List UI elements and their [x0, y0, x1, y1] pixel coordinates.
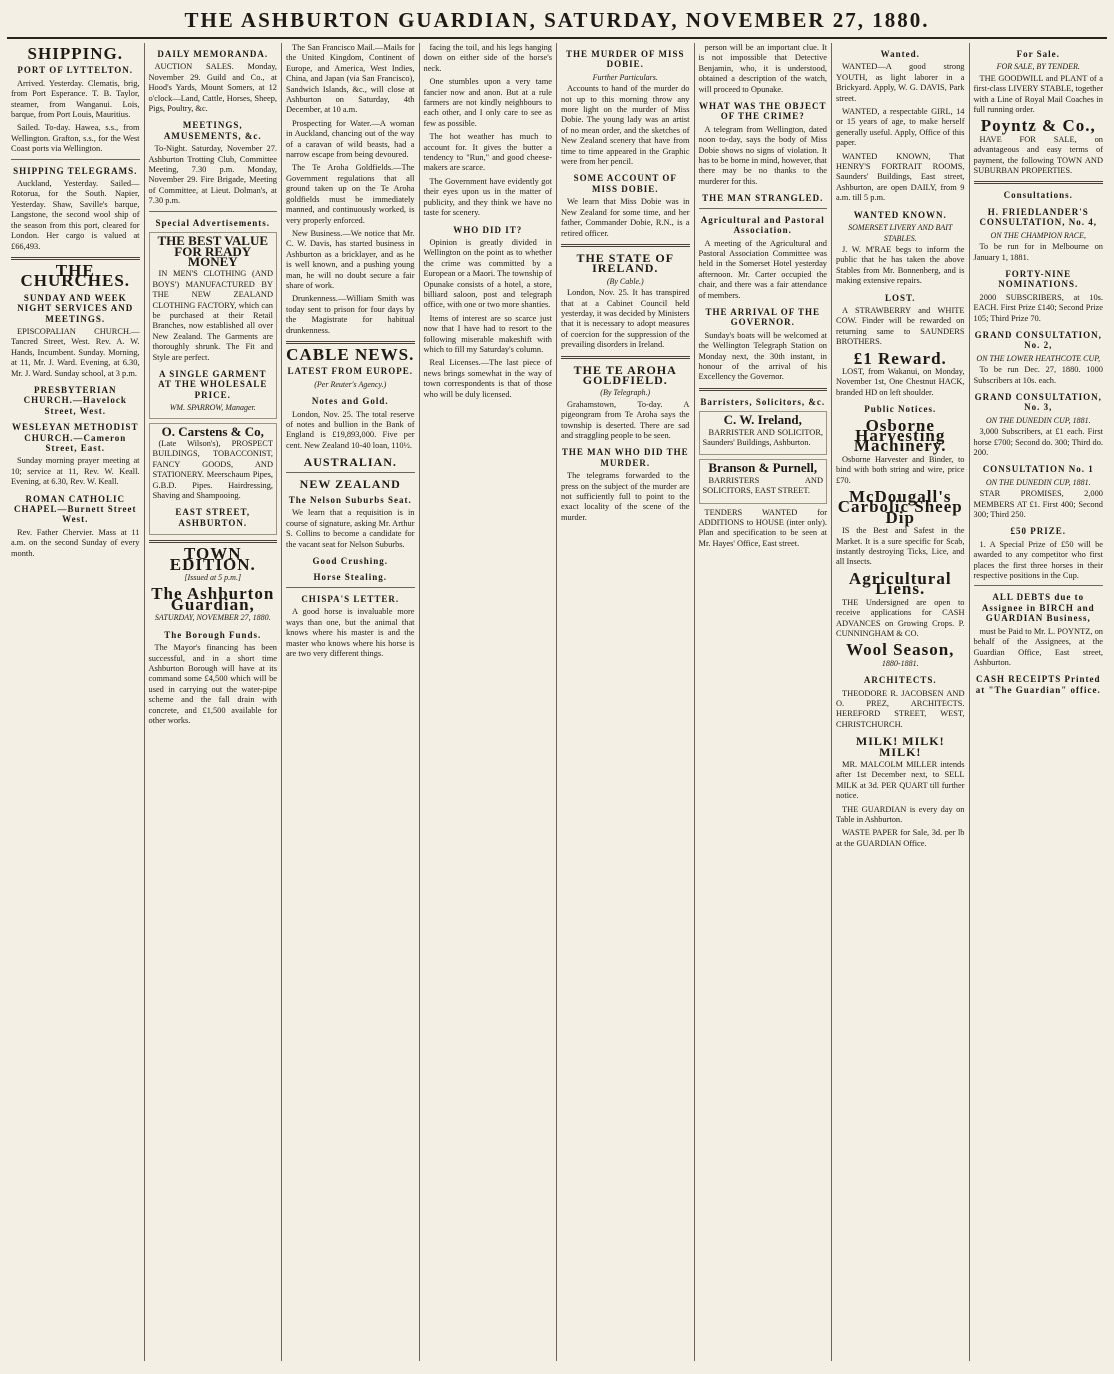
heading-friedlander: H. FRIEDLANDER'S CONSULTATION, No. 4,: [979, 206, 1098, 228]
column-3: [282, 43, 420, 1361]
paragraph: The telegrams forwarded to the press on the subject of the murder are not sufficiently full to point to the exact locality of the scene of the murder.: [561, 471, 690, 522]
heading-notes-gold: Notes and Gold.: [311, 396, 389, 407]
paragraph: must be Paid to Mr. L. POYNTZ, on behalf of the Assignees, at the Guardian Office, East street, Ashburton.: [973, 626, 1103, 667]
heading-wesleyan: WESLEYAN METHODIST CHURCH.—Cameron Street, East.: [12, 422, 139, 453]
paragraph: To-Night. Saturday, November 27. Ashburton Trotting Club, Committee Meeting, 7.30 p.m. Monday, November 29. Fire Brigade, Meeting of Committee, at Lieut. Dolman's, at 7.30 p.m.: [148, 144, 277, 206]
paragraph: The Mayor's financing has been successful, and in a short time Ashburton Borough will have at its command some £4,500 which will be used in carrying out the water-pipe scheme and the fall drain with concrete, and £1,500 available for other works.: [148, 643, 277, 725]
caption-cable: (By Cable.): [606, 276, 644, 286]
paragraph: Sunday's boats will be welcomed at the Wellington Telegraph Station on Monday next, the 30th instant, in honour of the arrival of his Excellency the Governor.: [698, 330, 827, 382]
advert-carstens: [149, 423, 278, 536]
heading-presbyterian: PRESBYTERIAN CHURCH.—Havelock Street, West.: [23, 384, 127, 416]
advert-ireland: [699, 411, 828, 455]
heading-mcdougall: McDougall's Carbolic Sheep Dip: [837, 487, 963, 527]
advert-title: O. Carstens & Co,: [161, 423, 264, 439]
paragraph: WANTED, a respectable GIRL, 14 or 15 years of age, to make herself generally useful. Apply, Office of this paper.: [836, 107, 965, 148]
divider: [286, 587, 415, 588]
subheading-champion: ON THE CHAMPION RACE,: [990, 230, 1087, 240]
paragraph: A good horse is invaluable more ways than one, but the animal that knows where his master is and the master who knows where his horse is are two very different things.: [286, 607, 415, 658]
heading-ireland: THE STATE OF IRELAND.: [576, 250, 675, 276]
paragraph: Sunday morning prayer meeting at 10; service at 11, Rev. W. Keall. Evening, at 6.30, Rev. W. Keall.: [11, 456, 140, 487]
heading-wanted-known: WANTED KNOWN.: [853, 209, 947, 220]
paragraph: Auckland, Yesterday. Sailed—Rotorua, for the South. Napier, Yesterday. Shaw, Saville's barque, Langstone, the second wool ship of the season from this port, cleared for London. Her cargo is valued at £66,493.: [11, 179, 140, 251]
heading-churches: THE CHURCHES.: [20, 260, 131, 291]
heading-borough-funds: The Borough Funds.: [164, 629, 262, 640]
advert-foot: EAST STREET, ASHBURTON.: [175, 507, 251, 528]
divider: [699, 208, 828, 209]
heading-debts: ALL DEBTS due to Assignee in BIRCH and GUARDIAN Business,: [981, 592, 1095, 624]
heading-reward: £1 Reward.: [853, 348, 947, 368]
advert-branson: [699, 459, 828, 503]
divider: [974, 585, 1104, 586]
paragraph: The Government have evidently got their eyes upon us in the matter of publicity, and they think we have no taste for scenery.: [423, 176, 552, 218]
divider: [149, 540, 278, 543]
subheading-dunedin-cup: ON THE DUNEDIN CUP, 1881.: [985, 477, 1091, 487]
paragraph: To be run for in Melbourne on January 1, 1881.: [973, 242, 1103, 262]
caption-telegraph: (By Telegraph.): [600, 388, 651, 398]
divider: [11, 257, 140, 260]
masthead: THE ASHBURTON GUARDIAN, SATURDAY, NOVEMBER 27, 1880.: [7, 6, 1107, 39]
advert-title: Branson & Purnell,: [708, 460, 818, 476]
subheading-stables: SOMERSET LIVERY AND BAIT STABLES.: [848, 223, 953, 243]
divider: [286, 472, 415, 473]
column-4: [420, 43, 558, 1361]
paragraph: Drunkenness.—William Smith was today sent to prison for four days by the Magistrate for habitual drunkenness.: [286, 294, 415, 335]
heading-miss-dobie: SOME ACCOUNT OF MISS DOBIE.: [573, 173, 677, 194]
paragraph: AUCTION SALES. Monday, November 29. Guild and Co., at Hood's Yards, Mount Somers, at 12 o'clock—Land, Cattle, Horses, Sheep, Pigs, Poultry, &c.: [148, 62, 277, 114]
newspaper-page: [7, 6, 1107, 1362]
paragraph: We learn that a requisition is in course of signature, asking Mr. Arthur S. Collins to become a candidate for the vacant seat for Nelson Suburbs.: [286, 508, 415, 549]
paragraph: WASTE PAPER for Sale, 3d. per lb at the GUARDIAN Office.: [836, 828, 965, 848]
paragraph: The hot weather has much to account for. It gives the butter a tendency to "Run," and good cheese-makers are scarce.: [423, 132, 552, 173]
paragraph: EPISCOPALIAN CHURCH.—Tancred Street, West. Rev. A. W. Hands, Incumbent. Sunday. Morning, at 11, Mr. J. Ward. Evening, at 6.30, Mr. J. Ward. Sunday school, at 3 p.m.: [11, 326, 140, 378]
paragraph: The San Francisco Mail.—Mails for the United Kingdom, Continent of Europe, and America, West Indies, China, and Japan (via San Francisco), Sandwich Islands, &c., will close at Ashburton on Saturday, 4th December, at 10 a.m.: [286, 43, 415, 115]
heading-osborne: Osborne Harvesting Machinery.: [853, 415, 947, 456]
paragraph: London, Nov. 25. The total reserve of notes and bullion in the Bank of England is £19,893,000. Five per cent. New Zealand 10-40 loan, 110½.: [286, 409, 415, 450]
divider: [561, 356, 690, 359]
paragraph: Sailed. To-day. Hawea, s.s., from Wellington. Grafton, s.s., for the West Coast ports via Wellington.: [11, 123, 140, 154]
paragraph: New Business.—We notice that Mr. C. W. Davis, has started business in Ashburton as a bricklayer, and as he is well known, and a pushing young man, he will no doubt secure a fair share of work.: [286, 228, 415, 290]
heading-shipping: SHIPPING.: [27, 44, 123, 63]
paragraph: HAVE FOR SALE, on advantageous and easy terms of payment, the following TOWN AND SUBURBAN PROPERTIES.: [973, 134, 1103, 176]
paragraph: Arrived. Yesterday. Clematis, brig, from Port Esperance. T. B. Taylor, steamer, from Wanganui. Lois, barque, from Port Louis, Mauritius.: [11, 78, 140, 120]
paragraph: THE GOODWILL and PLANT of a first-class LIVERY STABLE, together with a Line of Royal Mail Coaches in full running order.: [973, 73, 1103, 115]
advert-body: IN MEN'S CLOTHING (AND BOYS') MANUFACTURED BY THE NEW ZEALAND CLOTHING FACTORY, which can be purchased at their Retail Branches, now established all over New Zealand. The Garments are thoroughly shrunk. The Fit and Style are perfect.: [152, 269, 273, 362]
paragraph: Accounts to hand of the murder do not up to this morning throw any more light on the murder of Miss Dobie. The young lady was an artist of no mean order, and the sketches of New Zealand scenery that have from time to time appeared in the Graphic were from her pencil.: [561, 84, 690, 167]
subheading-nelson: The Nelson Suburbs Seat.: [288, 495, 412, 506]
paragraph: WANTED—A good strong YOUTH, as light laborer in a Brickyard. Apply, W. G. DAVIS, Park street.: [836, 62, 965, 103]
heading-barristers: Barristers, Solicitors, &c.: [700, 396, 826, 407]
heading-agricultural: Agricultural and Pastoral Association.: [700, 214, 825, 236]
heading-cable-news: CABLE NEWS.: [286, 344, 415, 364]
heading-horse-stealing: Horse Stealing.: [313, 572, 387, 583]
paragraph: facing the toil, and his legs hanging down on either side of the horse's neck.: [423, 43, 552, 73]
paragraph: To be run Dec. 27, 1880. 1000 Subscribers at 10s. each.: [973, 365, 1103, 385]
subheading-further: Further Particulars.: [592, 72, 658, 82]
paragraph: Items of interest are so scarce just now that I have had to resort to the following miserable makeshift with which to fill my Saturday's column.: [423, 313, 552, 354]
paragraph: A STRAWBERRY and WHITE COW. Finder will be rewarded on returning same to SAUNDERS BROTHERS.: [836, 305, 965, 347]
caption-date: SATURDAY, NOVEMBER 27, 1880.: [154, 613, 271, 623]
paragraph: 1. A Special Prize of £50 will be awarded to any competitor who first places the first three horses in their respective positions in the Cup.: [973, 539, 1103, 581]
subheading-heathcote: ON THE LOWER HEATHCOTE CUP,: [976, 353, 1101, 363]
advert-body: BARRISTERS AND SOLICITORS, EAST STREET.: [702, 475, 823, 496]
paragraph: A telegram from Wellington, dated noon to-day, says the body of Miss Dobie shows no signs of violation. It has to be borne in mind, however, that there may be no thanks to the murderer for this.: [698, 124, 827, 186]
column-6: [695, 43, 833, 1361]
heading-new-zealand: NEW ZEALAND: [299, 476, 401, 491]
divider: [11, 159, 140, 160]
heading-lost: LOST.: [884, 292, 916, 303]
subheading-latest-europe: LATEST FROM EUROPE.: [287, 366, 413, 377]
heading-town-edition: TOWN EDITION.: [169, 544, 256, 574]
paragraph: London, Nov. 25. It has transpired that at a Cabinet Council held yesterday, it was decided by Ministers that it is necessary to adopt measures of coercion for the suppression of the prevailing disorders in Ireland.: [561, 288, 690, 350]
paragraph: We learn that Miss Dobie was in New Zealand for some time, and her father, Commander Dobie, R.N., is a retired officer.: [561, 197, 690, 238]
advert-signature: WM. SPARROW, Manager.: [169, 403, 256, 413]
paragraph: THE GUARDIAN is every day on Table in Ashburton.: [836, 804, 965, 824]
column-1: [7, 43, 145, 1361]
advert-body: BARRISTER AND SOLICITOR, Saunders' Buildings, Ashburton.: [702, 427, 823, 447]
heading-governor: THE ARRIVAL OF THE GOVERNOR.: [705, 306, 821, 328]
paragraph: Opinion is greatly divided in Wellington on the point as to whether the crime was committed by a European or a Maori. The township of Opunake consists of a hotel, a store, billiard saloon, post and telegraph office, with one or two more shanties.: [423, 237, 552, 310]
heading-consultation-1: CONSULTATION No. 1: [982, 464, 1094, 475]
divider: [286, 341, 415, 344]
heading-man-murder: THE MAN WHO DID THE MURDER.: [561, 447, 689, 468]
paragraph: LOST, from Wakanui, on Monday, November 1st, One Chestnut HACK, branded HD on left shoulder.: [836, 366, 965, 397]
paragraph: 3,000 Subscribers, at £1 each. First horse £700; Second do. 300; Third do. 200.: [973, 427, 1103, 457]
paragraph: WANTED KNOWN, That HENRY'S FORTRAIT ROOMS, Saunders' Buildings, East street, Ashburton, are open DAILY, from 9 a.m. till 5 p.m.: [836, 151, 965, 203]
heading-prize: £50 PRIZE.: [1010, 526, 1066, 537]
divider: [974, 181, 1104, 184]
paragraph: Rev. Father Chervier. Mass at 11 a.m. on the second Sunday of every month.: [11, 527, 140, 558]
paragraph: THE Undersigned are open to receive applications for CASH ADVANCES on Growing Crops. P. CUNNINGHAM & CO.: [836, 597, 965, 638]
heading-meetings: MEETINGS, AMUSEMENTS, &c.: [163, 120, 262, 141]
heading-poyntz: Poyntz & Co.,: [980, 116, 1096, 136]
paragraph: THEODORE R. JACOBSEN AND O. PREZ, ARCHITECTS. HEREFORD STREET, WEST, CHRISTCHURCH.: [836, 688, 965, 729]
divider: [699, 388, 828, 391]
advert-body: (Late Wilson's), PROSPECT BUILDINGS, TOBACCONIST, FANCY GOODS, AND STATIONERY. Meerschaum Pipes, G.B.D. Pipes. Hairdressing, Shaving and Shampooing.: [152, 439, 273, 501]
paragraph: Prospecting for Water.—A woman in Auckland, chancing out of the way of a caravan of wild beasts, had a narrow escape from being devoured.: [286, 118, 415, 160]
heading-grand-consultation-2: GRAND CONSULTATION, No. 2,: [974, 329, 1102, 351]
heading-daily-memoranda: DAILY MEMORANDA.: [157, 49, 269, 59]
subheading-by-tender: FOR SALE, BY TENDER.: [996, 62, 1080, 72]
column-5: [557, 43, 695, 1361]
column-7: [832, 43, 970, 1361]
paragraph: Real Licenses.—The last piece of news brings somewhat in the way of town correspondents is that of those who will be duly licensed.: [423, 358, 552, 399]
column-2: [145, 43, 283, 1361]
paragraph: J. W. M'RAE begs to inform the public that he has taken the above Stables from Mr. Bonnenberg, and is making extensive repairs.: [836, 244, 965, 286]
subheading-dunedin: ON THE DUNEDIN CUP, 1881.: [985, 415, 1091, 425]
heading-special-ads: Special Advertisements.: [155, 217, 270, 228]
heading-consultations: Consultations.: [1003, 190, 1073, 201]
heading-murder: THE MURDER OF MISS DOBIE.: [566, 49, 685, 70]
heading-who-did-it: WHO DID IT?: [453, 224, 523, 235]
divider: [149, 211, 278, 212]
heading-nominations: FORTY-NINE NOMINATIONS.: [998, 268, 1079, 290]
paragraph: 2000 SUBSCRIBERS, at 10s. EACH. First Prize £140; Second Prize 105; Third Prize 70.: [973, 292, 1103, 323]
heading-te-aroha: THE TE AROHA GOLDFIELD.: [573, 362, 677, 387]
heading-wanted: Wanted.: [880, 49, 920, 59]
column-8: [970, 43, 1108, 1361]
paragraph: person will be an important clue. It is not impossible that Detective Benjamin, who, it is understood, obtained a description of the watch, will proceed to Opunake.: [698, 43, 827, 94]
heading-shipping-telegrams: SHIPPING TELEGRAMS.: [13, 165, 138, 176]
heading-man-strangled: THE MAN STRANGLED.: [702, 193, 824, 204]
caption-season: 1880-1881.: [881, 658, 919, 668]
paragraph: Grahamstown, To-day. A pigeongram from Te Aroha says the township is deserted. There are sad and straggling people to be seen.: [561, 399, 690, 440]
columns: [7, 43, 1107, 1361]
heading-grand-consultation-3: GRAND CONSULTATION, No. 3,: [974, 391, 1102, 413]
paragraph: STAR PROMISES, 2,000 MEMBERS AT £1. First 400; Second 300; Third 250.: [973, 489, 1103, 520]
paragraph: IS the Best and Safest in the Market. It is a sure specific for Scab, instantly destroying Ticks, Lice, and all Insects.: [836, 526, 965, 567]
heading-good-crushing: Good Crushing.: [312, 556, 389, 567]
heading-architects: ARCHITECTS.: [863, 675, 937, 686]
paragraph: One stumbles upon a very tame fancier now and anon. But at a rule farmers are not kindly neighbours to each other, and I only care to see as few as possible.: [423, 77, 552, 128]
paragraph: TENDERS WANTED for ADDITIONS to HOUSE (inter only). Plan and specification to be seen at Mr. Hayes' Office, East street.: [698, 507, 827, 548]
heading-public-notices: Public Notices.: [864, 404, 937, 415]
heading-cash-receipts: CASH RECEIPTS Printed at "The Guardian" office.: [975, 674, 1101, 695]
heading-milk: MILK! MILK! MILK!: [855, 734, 945, 759]
heading-for-sale: For Sale.: [1016, 49, 1060, 59]
advert-title: THE BEST VALUE FOR READY MONEY: [157, 233, 269, 269]
heading-roman-catholic: ROMAN CATHOLIC CHAPEL—Burnett Street West.: [13, 493, 137, 525]
heading-object-crime: WHAT WAS THE OBJECT OF THE CRIME?: [698, 101, 827, 122]
heading-australian: AUSTRALIAN.: [303, 455, 397, 470]
advert-foot: A SINGLE GARMENT AT THE WHOLESALE PRICE.: [158, 368, 268, 400]
paragraph: A meeting of the Agricultural and Pastoral Association Committee was held in the Somerset Hotel yesterday afternoon. Mr. Carter occupied the chair, and there was a fair attendance of members.: [698, 238, 827, 300]
advert-clothing: [149, 232, 278, 419]
advert-title: C. W. Ireland,: [723, 412, 802, 428]
heading-wool-season: Wool Season,: [846, 640, 955, 660]
heading-guardian: The Ashburton Guardian,: [151, 584, 275, 614]
heading-chispas-letter: CHISPA'S LETTER.: [301, 593, 400, 604]
paragraph: The Te Aroha Goldfields.—The Government regulations that all ground taken up on the Te Aroha goldfields must be immediately manned, and continuously worked, is very properly enforced.: [286, 163, 415, 225]
heading-liens: Agricultural Liens.: [848, 568, 952, 599]
subheading-port: PORT OF LYTTELTON.: [17, 65, 134, 76]
subheading-services: SUNDAY AND WEEK NIGHT SERVICES AND MEETINGS.: [17, 292, 134, 324]
caption-agency: (Per Reuter's Agency.): [314, 379, 387, 389]
paragraph: Osborne Harvester and Binder, to bind with both string and wire, price £70.: [836, 454, 965, 485]
paragraph: MR. MALCOLM MILLER intends after 1st December next, to SELL MILK at 3d. PER QUART till further notice.: [836, 759, 965, 801]
caption-issued: [Issued at 5 p.m.]: [184, 573, 242, 583]
divider: [561, 244, 690, 247]
